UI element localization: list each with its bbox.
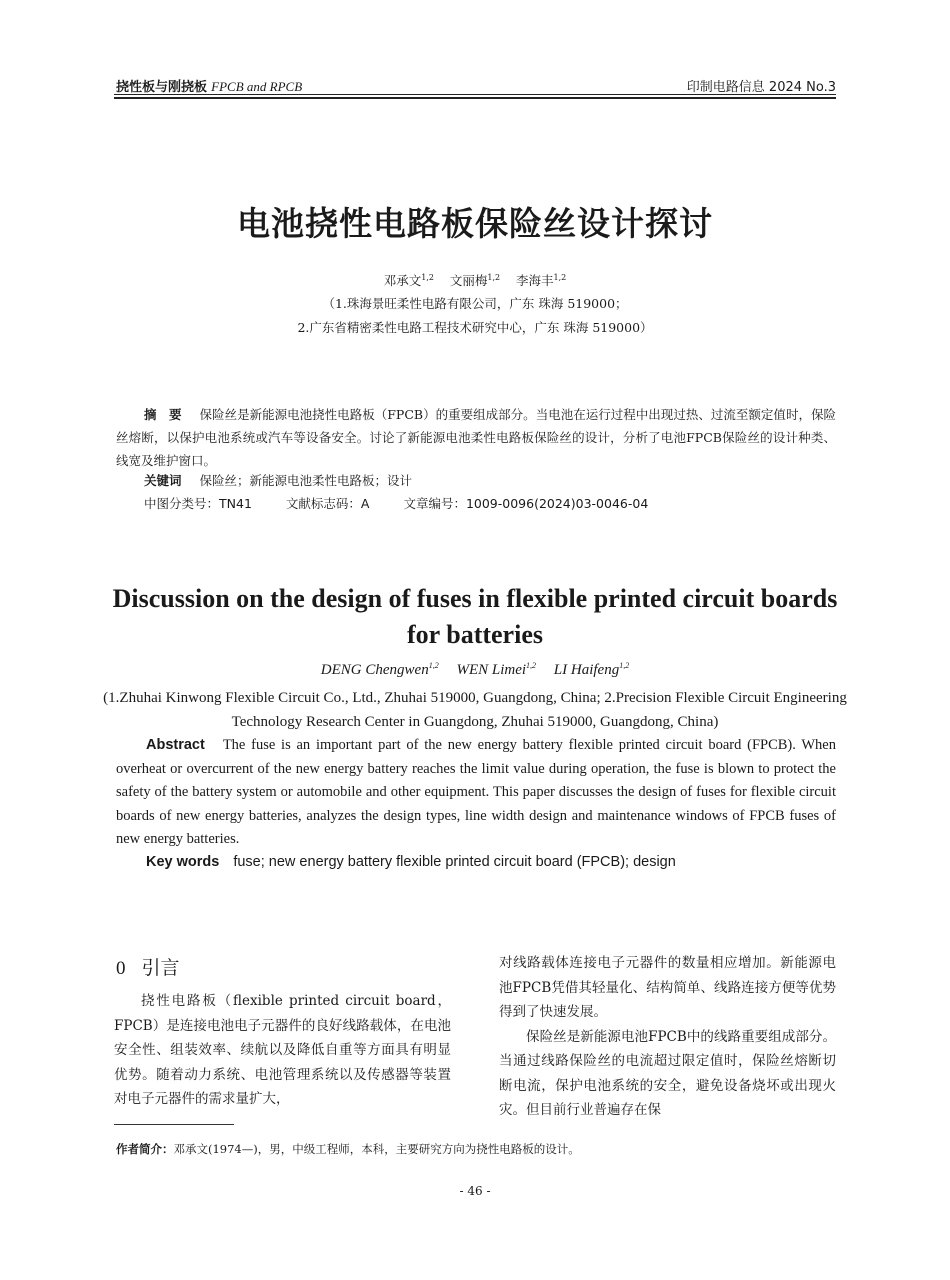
cn-author: 李海丰 <box>516 273 554 288</box>
footnote-text: 邓承文(1974—)，男，中级工程师，本科，主要研究方向为挠性电路板的设计。 <box>173 1142 580 1156</box>
page-number: - 46 - <box>459 1184 491 1198</box>
en-keywords <box>146 854 676 870</box>
en-abstract-label: Abstract <box>146 737 205 753</box>
author-sup: 1,2 <box>421 272 434 282</box>
author-sup: 1,2 <box>526 661 537 670</box>
article-number: 文章编号：1009-0096(2024)03-0046-04 <box>403 496 649 511</box>
header-column-en: FPCB and RPCB <box>211 79 303 94</box>
en-abstract-text: The fuse is an important part of the new energy battery flexible printed circuit board (FPCB). When overheat or overcurrent of the new energy battery reaches the limit value during operation, the fuse is blown to protect the safety of the battery system or automobile and other equipment. This paper discusses the design of fuses for flexible circuit boards of new energy batteries, analyzes the design types, line width design and maintenance windows of FPCB fuses of new energy batteries. <box>116 737 836 847</box>
body-column-left <box>114 989 451 1112</box>
en-keywords-text: fuse; new energy battery flexible printed circuit board (FPCB); design <box>233 854 676 870</box>
cn-keywords <box>144 471 412 489</box>
section-number: 0 <box>116 958 126 979</box>
en-author: WEN Limei <box>456 662 527 678</box>
author-sup: 1,2 <box>487 272 501 282</box>
header-column-cn: 挠性板与刚挠板 <box>116 80 208 95</box>
document-code: 文献标志码：A <box>285 496 370 511</box>
en-author: DENG Chengwen <box>320 662 429 678</box>
cn-affiliation-2: 2.广东省精密柔性电路工程技术研究中心，广东 珠海 519000） <box>297 320 653 335</box>
header-rule-thin <box>114 94 836 95</box>
en-affiliation: (1.Zhuhai Kinwong Flexible Circuit Co., Ltd., Zhuhai 519000, Guangdong, China; 2.Precision Flexible Circuit Engineering Technology Research Center in Guangdong, Zhuhai 519000, Guangdong, China) <box>103 690 847 730</box>
classification-line <box>144 494 678 512</box>
cn-author: 文丽梅 <box>449 273 488 288</box>
body-paragraph: 对线路载体连接电子元器件的数量相应增加。新能源电池FPCB凭借其轻量化、结构简单、线路连接方便等优势得到了快速发展。 <box>499 955 836 1020</box>
cn-affiliation-1: （1.珠海景旺柔性电路有限公司，广东 珠海 519000； <box>322 296 628 311</box>
section-title: 引言 <box>141 957 180 979</box>
clc-number: 中图分类号：TN41 <box>144 496 252 511</box>
en-abstract <box>116 734 836 852</box>
en-keywords-label: Key words <box>146 854 220 870</box>
running-header-right: 印制电路信息 2024 No.3 <box>686 80 836 95</box>
author-sup: 1,2 <box>428 661 439 670</box>
en-author: LI Haifeng <box>553 662 620 678</box>
author-sup: 1,2 <box>619 661 630 670</box>
running-header-left <box>116 76 302 95</box>
footnote-label: 作者简介： <box>116 1142 174 1156</box>
cn-title: 电池挠性电路板保险丝设计探讨 <box>237 204 713 243</box>
section-heading <box>116 953 180 980</box>
cn-author: 邓承文 <box>383 273 422 288</box>
author-sup: 1,2 <box>553 272 567 282</box>
body-paragraph: 挠性电路板（flexible printed circuit board，FPCB）是连接电池电子元器件的良好线路载体，在电池安全性、组装效率、续航以及降低自重等方面具有明显优势。随着动力系统、电池管理系统以及传感器等装置对电子元器件的需求量扩大， <box>114 993 451 1107</box>
en-authors <box>0 661 950 679</box>
cn-keywords-label: 关键词 <box>144 473 182 488</box>
cn-abstract-label: 摘 要 <box>144 407 182 422</box>
cn-keywords-text: 保险丝；新能源电池柔性电路板；设计 <box>199 473 413 488</box>
cn-abstract-text: 保险丝是新能源电池挠性电路板（FPCB）的重要组成部分。当电池在运行过程中出现过热、过流至额定值时，保险丝熔断，以保护电池系统或汽车等设备安全。讨论了新能源电池柔性电路板保险丝的设计，分析了电池FPCB保险丝的设计种类、线宽及维护窗口。 <box>116 407 836 468</box>
cn-authors <box>0 271 950 289</box>
en-title: Discussion on the design of fuses in flexible printed circuit boards for batteries <box>112 584 838 649</box>
cn-abstract <box>116 403 836 472</box>
body-paragraph: 保险丝是新能源电池FPCB中的线路重要组成部分。当通过线路保险丝的电流超过限定值时，保险丝熔断切断电流，保护电池系统的安全，避免设备烧坏或出现火灾。但目前行业普遍存在保 <box>499 1028 836 1118</box>
body-column-right <box>499 951 836 1123</box>
author-footnote <box>116 1141 580 1157</box>
footnote-separator <box>114 1124 234 1125</box>
header-rule-thick <box>114 97 836 99</box>
